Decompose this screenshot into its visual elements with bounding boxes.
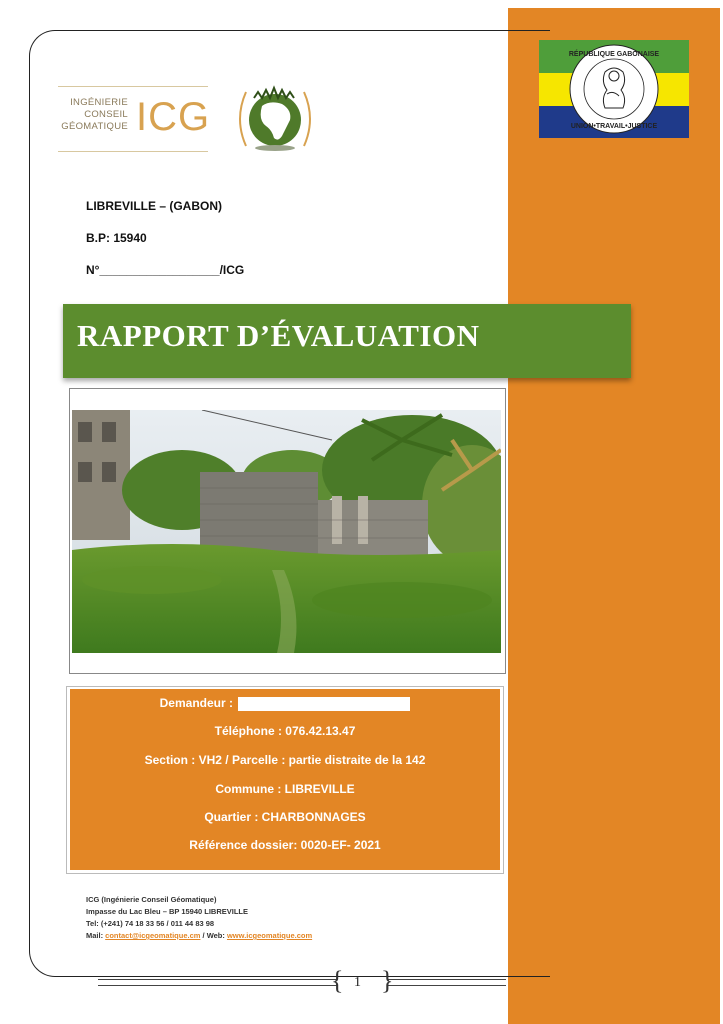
gabon-flag-seal — [539, 40, 689, 138]
title-banner — [63, 304, 631, 378]
demandeur-row — [70, 696, 500, 711]
web-link[interactable]: www.icgeomatique.com — [226, 931, 313, 940]
address-bp: B.P: 15940 — [86, 231, 147, 245]
demandeur-label: Demandeur : — [159, 696, 233, 710]
page-rule — [98, 985, 338, 986]
section-parcelle: Section : VH2 / Parcelle : partie distraite de la 142 — [144, 753, 426, 767]
address-city: LIBREVILLE – (GABON) — [86, 199, 223, 213]
quartier: Quartier : CHARBONNAGES — [204, 810, 366, 824]
commune: Commune : LIBREVILLE — [215, 782, 355, 796]
flag-text-bottom: UNION•TRAVAIL•JUSTICE — [570, 123, 658, 130]
page-title: RAPPORT D’ÉVALUATION — [77, 318, 480, 353]
icg-logo-text: ICG — [136, 95, 211, 139]
africa-globe-icon — [232, 84, 318, 154]
footer-mail-web: Mail: contact@icgeomatique.cm / Web: www.icgeomatique.com — [86, 931, 313, 940]
report-number: N°__________________/ICG — [86, 263, 245, 277]
property-photo — [72, 410, 501, 653]
telephone: Téléphone : 076.42.13.47 — [214, 724, 356, 738]
page-brace-left: { — [331, 966, 344, 995]
reference-dossier: Référence dossier: 0020-EF- 2021 — [189, 838, 381, 852]
icg-logo — [58, 86, 211, 152]
page-rule — [388, 985, 506, 986]
footer-tel: Tel: (+241) 74 18 33 56 / 011 44 83 98 — [86, 919, 215, 928]
page-rule — [98, 979, 338, 980]
flag-text-top: RÉPUBLIQUE GABONAISE — [568, 51, 660, 58]
footer-contact — [86, 894, 312, 942]
icg-logo-subtitle: INGÉNIERIE CONSEIL GÉOMATIQUE — [61, 97, 128, 132]
page-brace-right: } — [381, 966, 394, 995]
mail-link[interactable]: contact@icgeomatique.cm — [105, 931, 201, 940]
page-rule — [388, 979, 506, 980]
info-box — [70, 689, 500, 870]
page-number: 1 — [354, 975, 361, 990]
footer-address: Impasse du Lac Bleu – BP 15940 LIBREVILLE — [86, 907, 249, 916]
footer-company: ICG (Ingénierie Conseil Géomatique) — [86, 895, 217, 904]
demandeur-redacted — [238, 697, 410, 711]
